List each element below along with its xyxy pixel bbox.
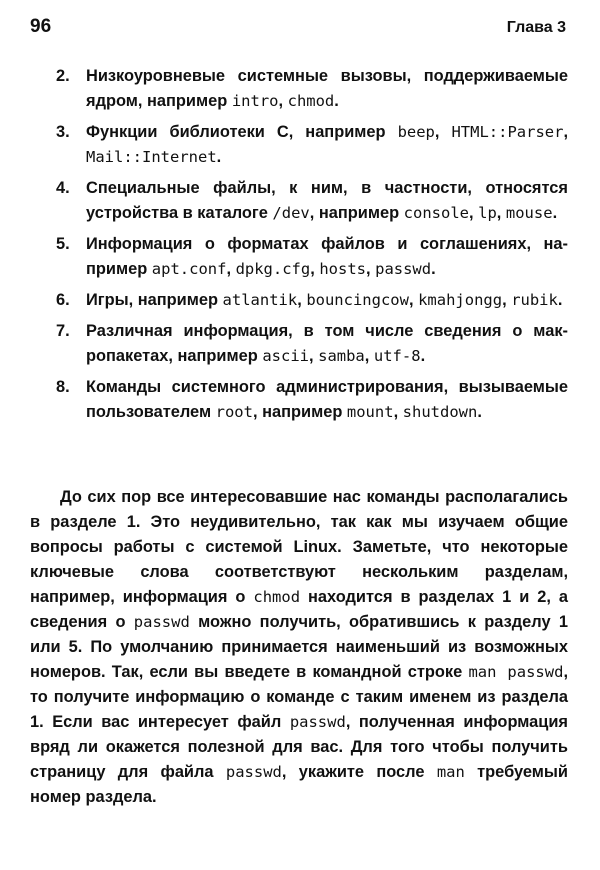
list-item-number: 4. — [56, 179, 70, 197]
list-item-text — [86, 120, 568, 170]
code-term: HTML::Parser — [451, 123, 564, 141]
code-term: passwd — [289, 713, 346, 731]
code-term: beep — [397, 123, 435, 141]
text-segment: , — [297, 291, 307, 309]
text-segment: , — [278, 92, 288, 110]
text-segment: , — [502, 291, 512, 309]
code-term: chmod — [287, 92, 335, 110]
code-term: lp — [478, 204, 497, 222]
text-segment: можно получить, обратившись к разделу 1 или 5. По умолчанию принимается наименьший из возможных номеров. Так, если вы введете в командной строке — [30, 613, 568, 681]
list-item-number: 7. — [56, 322, 70, 340]
list-item — [56, 375, 568, 425]
list-item — [56, 64, 568, 114]
text-segment: , например — [252, 403, 347, 421]
text-segment: , — [563, 123, 569, 141]
list-item-text — [86, 375, 568, 425]
code-term: mount — [346, 403, 394, 421]
code-term: intro — [231, 92, 279, 110]
chapter-title: Глава 3 — [506, 19, 566, 36]
list-item-text — [86, 288, 568, 313]
code-term: apt.conf — [151, 260, 227, 278]
body-paragraph — [30, 485, 568, 810]
list-item — [56, 319, 568, 369]
code-term: passwd — [225, 763, 282, 781]
code-term: Mail::Internet — [86, 148, 217, 166]
list-item-text — [86, 176, 568, 226]
code-term: hosts — [319, 260, 366, 278]
code-term: utf-8 — [373, 347, 421, 365]
list-item-text — [86, 64, 568, 114]
text-segment: , — [309, 347, 319, 365]
code-term: bouncingcow — [306, 291, 409, 309]
text-segment: , — [496, 204, 506, 222]
text-segment: . — [420, 347, 426, 365]
text-segment: находится в разделах 1 и 2, а сведения о — [30, 588, 568, 631]
list-item-text — [86, 319, 568, 369]
list-item — [56, 288, 568, 313]
list-item — [56, 120, 568, 170]
text-segment: , то получите информацию о команде с таким именем из раздела 1. Если вас интересует файл — [30, 663, 568, 731]
code-term: /dev — [272, 204, 310, 222]
text-segment: . — [557, 291, 563, 309]
code-term: root — [215, 403, 253, 421]
text-segment: , укажите после — [281, 763, 437, 781]
code-term: mouse — [505, 204, 553, 222]
list-item-number: 5. — [56, 235, 70, 253]
text-segment: , — [469, 204, 479, 222]
text-segment: , — [366, 260, 376, 278]
code-term: shutdown — [402, 403, 478, 421]
text-segment: , полученная информация вряд ли окажется полезной для вас. Для того чтобы получить страницу для файла — [30, 713, 568, 781]
code-term: ascii — [262, 347, 309, 365]
text-segment: , — [393, 403, 403, 421]
list-item — [56, 232, 568, 282]
text-segment: , — [408, 291, 419, 309]
text-segment: . — [216, 148, 222, 166]
text-segment: До сих пор все интересовавшие нас команды располагались в разделе 1. Это неудивительно, так как мы изучаем общие вопросы работы с системой Linux. Заметьте, что некоторые ключевые слова соответствуют нескольким разделам, например, информация о — [30, 488, 568, 606]
text-segment: , например — [309, 204, 404, 222]
list-item — [56, 176, 568, 226]
code-term: atlantik — [222, 291, 298, 309]
text-segment: , — [364, 347, 374, 365]
list-item-number: 6. — [56, 291, 70, 309]
text-segment: . — [477, 403, 482, 421]
text-segment: Различная информация, в том числе сведения о макропакетах, например — [86, 322, 568, 365]
text-segment: требуемый номер раздела. — [30, 763, 568, 806]
list-item-number: 8. — [56, 378, 70, 396]
text-segment: , — [310, 260, 320, 278]
page-header — [30, 16, 566, 38]
code-term: console — [403, 204, 469, 222]
code-term: man passwd — [468, 663, 564, 681]
man-sections-list — [56, 64, 568, 431]
code-term: man — [436, 763, 465, 781]
code-term: passwd — [375, 260, 432, 278]
text-segment: Функции библиотеки C, например — [86, 123, 398, 141]
text-segment: , — [226, 260, 236, 278]
text-segment: . — [334, 92, 339, 110]
code-term: samba — [318, 347, 365, 365]
text-segment: , — [434, 123, 452, 141]
text-segment: Игры, например — [86, 291, 223, 309]
list-item-text — [86, 232, 568, 282]
text-segment: Команды системного администрирования, вызываемые пользователем — [86, 378, 568, 421]
text-segment: . — [552, 204, 558, 222]
list-item-number: 2. — [56, 67, 70, 85]
text-segment: . — [431, 260, 436, 278]
code-term: chmod — [253, 588, 301, 606]
text-segment: Специальные файлы, к ним, в частности, относятся устройства в каталоге — [86, 179, 568, 222]
text-segment: Информация о форматах файлов и соглашениях, например — [86, 235, 568, 278]
code-term: dpkg.cfg — [235, 260, 311, 278]
page-number: 96 — [30, 16, 52, 37]
code-term: rubik — [511, 291, 558, 309]
code-term: kmahjongg — [418, 291, 503, 309]
text-segment: Низкоуровневые системные вызовы, поддерживаемые ядром, например — [86, 67, 568, 110]
list-item-number: 3. — [56, 123, 70, 141]
code-term: passwd — [133, 613, 190, 631]
